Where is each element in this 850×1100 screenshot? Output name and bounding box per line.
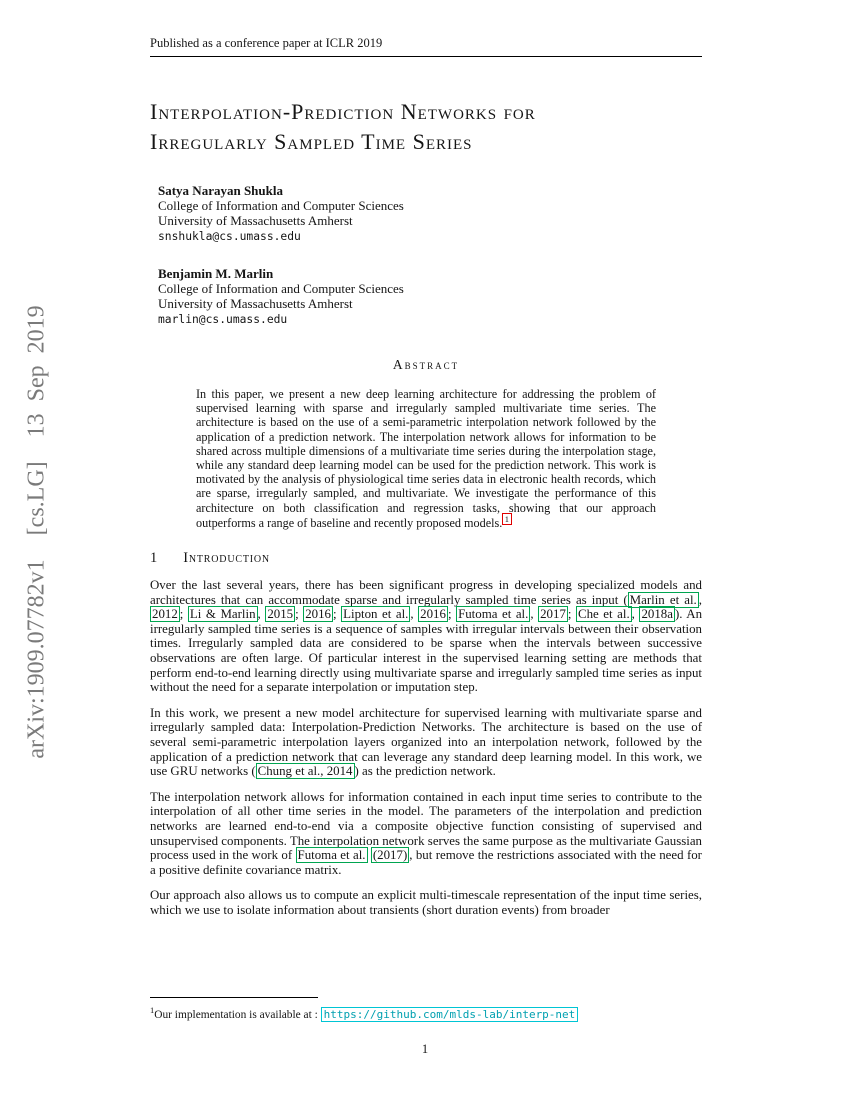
author-block-1	[158, 183, 702, 244]
abstract-body	[196, 387, 656, 530]
paper-title	[150, 97, 702, 157]
citation-link[interactable]: (2017)	[372, 848, 408, 863]
citation-link[interactable]: 2016	[305, 607, 331, 622]
text-run: ;	[295, 607, 304, 622]
citation-link[interactable]: Futoma et al.	[297, 848, 366, 863]
text-run: ;	[179, 607, 188, 622]
text-run: ,	[631, 607, 640, 622]
footnote-text	[150, 1003, 702, 1022]
text-run: In this work, we present a new model architecture for supervised learning with multivariate sparse and irregularly sampled data: Interpolation-Prediction Networks. The architecture is based on the use of several semi-parametric interpolation layers organized into an interpolation network, followed by the application of a prediction network that can leverage any standard deep learning model. In this work, we use GRU networks (	[150, 705, 702, 779]
section-number: 1	[150, 550, 158, 567]
text-run: ;	[567, 607, 577, 622]
text-run: Our approach also allows us to compute an explicit multi-timescale representation of the input time series, which we use to isolate information about transients (short duration events) from broader	[150, 888, 702, 917]
text-run: Over the last several years, there has been significant progress in developing specialized models and architectures that can accommodate sparse and irregularly sampled time series as input (	[150, 578, 702, 607]
text-run: ,	[257, 607, 266, 622]
author-email: snshukla@cs.umass.edu	[158, 230, 301, 243]
text-run: In this paper, we present a new deep learning architecture for addressing the problem of supervised learning with sparse and irregularly sampled multivariate time series. The architecture is based on the use of a semi-parametric interpolation network followed by the application of a prediction network. The interpolation network allows for information to be shared across multiple dimensions of a multivariate time series during the interpolation stage, while any standard deep learning model can be used for the prediction network. This work is motivated by the analysis of physiological time series data in electronic health records, which are sparse, irregularly sampled, and multivariate. We investigate the performance of this architecture on both classification and regression tasks, showing that our approach outperforms a range of baseline and recently proposed models.	[196, 387, 656, 530]
text-run: ) as the prediction network.	[354, 764, 496, 779]
author-name: Satya Narayan Shukla	[158, 183, 283, 198]
text-run: ;	[333, 607, 342, 622]
citation-link[interactable]: Marlin et al.	[629, 592, 697, 607]
page-content	[150, 0, 702, 918]
abstract-heading: Abstract	[392, 357, 460, 372]
footnote	[150, 994, 702, 1022]
section-heading-introduction	[150, 550, 702, 567]
citation-link[interactable]: 2015	[267, 607, 294, 622]
text-run: ;	[447, 607, 457, 622]
citation-link[interactable]: 2012	[152, 607, 178, 622]
paper-title-line2: Irregularly Sampled Time Series	[150, 129, 473, 154]
author-affiliation: University of Massachusetts Amherst	[158, 296, 353, 311]
citation-link[interactable]: Futoma et al.	[458, 607, 529, 622]
text-run: ,	[530, 607, 539, 622]
header-rule	[150, 56, 702, 57]
url-link[interactable]: https://github.com/mlds-lab/interp-net	[321, 1007, 579, 1022]
intro-paragraph-1	[150, 578, 702, 695]
footnote-marker: 1	[150, 1005, 155, 1015]
text-run: ). An irregularly sampled time series is a sequence of samples with irregular intervals between their observation times. Irregularly sampled data are considered to be sparse when the intervals between successive observations are often large. Of particular interest in the supervised learning setting are methods that perform end-to-end learning directly using multivariate sparse and irregularly sampled time series as input without the need for a separate interpolation or imputation step.	[150, 607, 703, 695]
author-affiliation: University of Massachusetts Amherst	[158, 213, 353, 228]
intro-paragraph-2	[150, 706, 702, 779]
author-block-2	[158, 266, 702, 327]
citation-link[interactable]: 2016	[420, 607, 446, 622]
text-run: , but remove the restrictions associated with the need for a positive definite covariance matrix.	[150, 848, 702, 877]
arxiv-watermark: arXiv:1909.07782v1 [cs.LG] 13 Sep 2019	[23, 305, 50, 759]
citation-link[interactable]: 2017	[540, 607, 566, 622]
citation-link[interactable]: Lipton et al.	[343, 607, 409, 622]
footnote-marker-link[interactable]: 1	[502, 513, 511, 525]
section-title: Introduction	[183, 550, 270, 567]
conference-header: Published as a conference paper at ICLR 2019	[150, 36, 383, 50]
text-run: ,	[698, 592, 702, 607]
page-number: 1	[421, 1042, 429, 1056]
author-affiliation: College of Information and Computer Sciences	[158, 198, 404, 213]
author-affiliation: College of Information and Computer Sciences	[158, 281, 404, 296]
author-name: Benjamin M. Marlin	[158, 266, 274, 281]
text-run: The interpolation network allows for information contained in each input time series to contribute to the interpolation of all other time series in the model. The parameters of the interpolation and prediction networks are learned end-to-end via a composite objective function consisting of supervised and unsupervised components. The interpolation network serves the same purpose as the multivariate Gaussian process used in the work of	[150, 789, 702, 863]
citation-link[interactable]: Chung et al., 2014	[257, 764, 353, 779]
intro-paragraph-3	[150, 790, 702, 878]
citation-link[interactable]: 2018a	[641, 607, 673, 622]
paper-title-line1: Interpolation-Prediction Networks for	[150, 99, 536, 124]
text-run: ,	[410, 607, 419, 622]
text-run: Our implementation is available at :	[154, 1008, 321, 1021]
author-email: marlin@cs.umass.edu	[158, 313, 288, 326]
footnote-rule	[150, 997, 318, 998]
intro-paragraph-4	[150, 888, 702, 917]
citation-link[interactable]: Li & Marlin	[189, 607, 256, 622]
citation-link[interactable]: Che et al.	[578, 607, 630, 622]
